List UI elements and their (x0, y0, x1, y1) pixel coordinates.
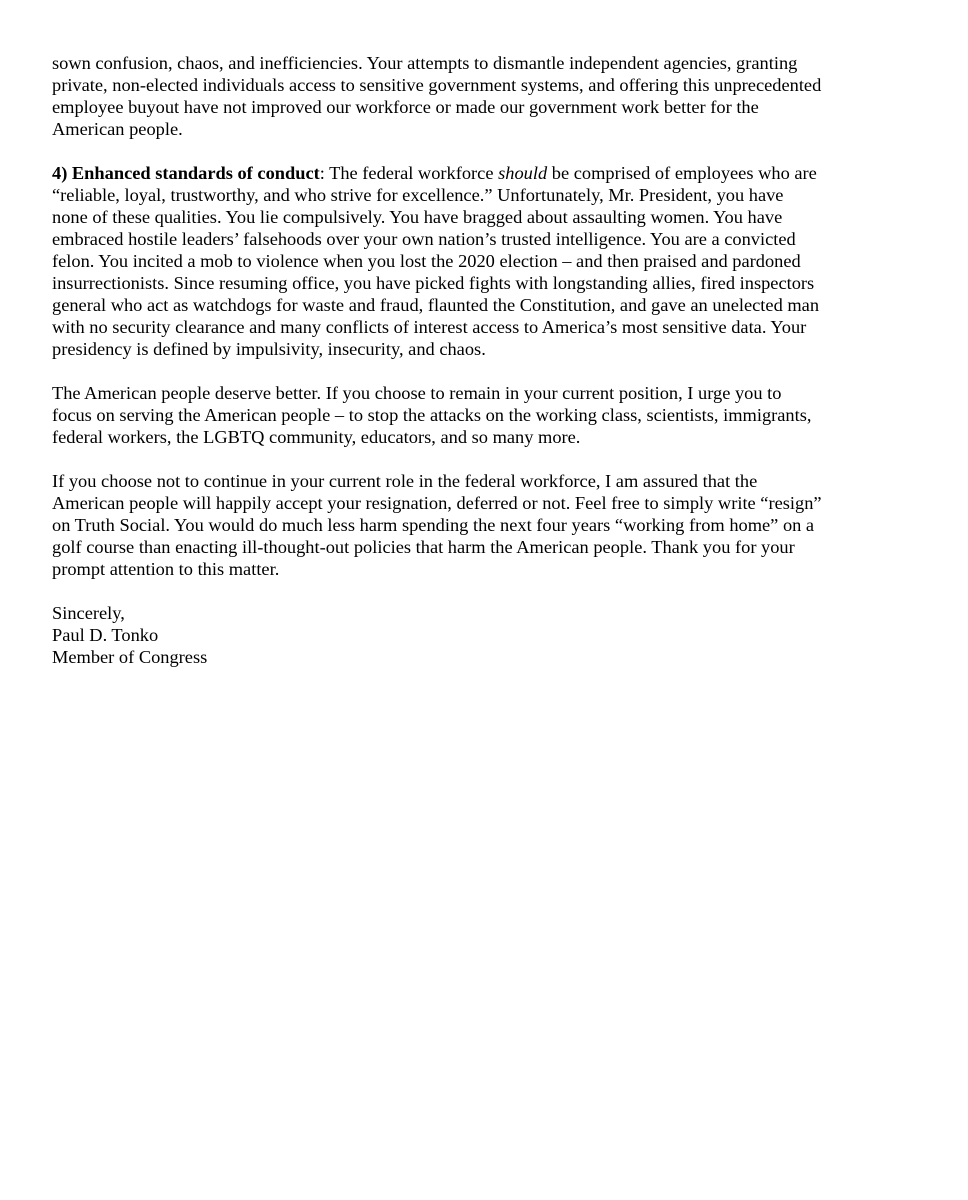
emphasis-should: should (498, 163, 548, 183)
paragraph-deserve-better: The American people deserve better. If you choose to remain in your current position, I urge you to focus on serving the American people – to stop the attacks on the working class, scientists, immigrants, federal workers, the LGBTQ community, educators, and so many more. (52, 383, 812, 447)
closing-salutation: Sincerely, (52, 603, 125, 623)
paragraph-workforce-chaos: sown confusion, chaos, and inefficiencies. Your attempts to dismantle independent agencies, granting private, non-elected individuals access to sensitive government systems, and offering this unprecedented employee buyout have not improved our workforce or made our government work better for the American people. (52, 53, 822, 139)
paragraph-resignation: If you choose not to continue in your current role in the federal workforce, I am assured that the American people will happily accept your resignation, deferred or not. Feel free to simply write “resign” on Truth Social. You would do much less harm spending the next four years “working from home” on a golf course than enacting ill-thought-out policies that harm the American people. Thank you for your prompt attention to this matter. (52, 471, 822, 579)
section-heading-standards-of-conduct: 4) Enhanced standards of conduct (52, 163, 320, 183)
signature-block (52, 602, 872, 668)
letter-body (52, 52, 872, 668)
paragraph-standards-of-conduct (52, 162, 872, 360)
paragraph-text-part-b: be comprised of employees who are “reliable, loyal, trustworthy, and who strive for excellence.” Unfortunately, Mr. President, you have none of these qualities. You lie compulsively. You have bragged about assaulting women. You have embraced hostile leaders’ falsehoods over your own nation’s trusted intelligence. You are a convicted felon. You incited a mob to violence when you lost the 2020 election – and then praised and pardoned insurrectionists. Since resuming office, you have picked fights with longstanding allies, fired inspectors general who act as watchdogs for waste and fraud, flaunted the Constitution, and gave an unelected man with no security clearance and many conflicts of interest access to America’s most sensitive data. Your presidency is defined by impulsivity, insecurity, and chaos. (52, 163, 820, 359)
paragraph-text-part-a: : The federal workforce (319, 163, 499, 183)
signer-name: Paul D. Tonko (52, 625, 159, 645)
signer-title: Member of Congress (52, 647, 208, 667)
